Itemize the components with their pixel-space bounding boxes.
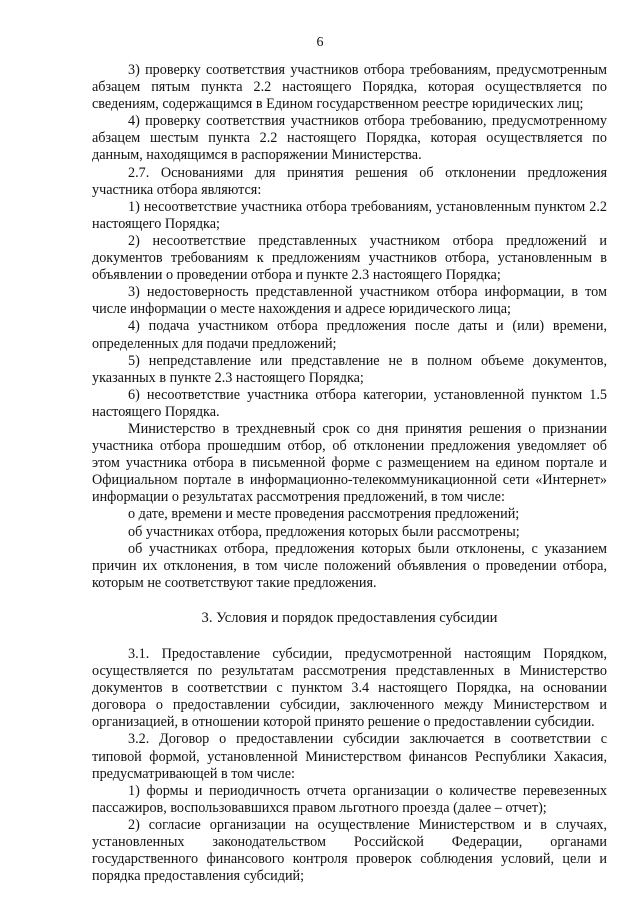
list-item: о дате, времени и месте проведения рассмотрения предложений; xyxy=(128,506,520,523)
paragraph: 2.7. Основаниями для принятия решения об отклонении предложения участника отбора являются: xyxy=(92,164,607,198)
list-item: 5) непредставление или представление не в полном объеме документов, указанных в пункте 2.3 настоящего Порядка; xyxy=(92,352,607,386)
paragraph: 3.1. Предоставление субсидии, предусмотренной настоящим Порядком, осуществляется по результатам рассмотрения представленных в Министерство документов в соответствии с пунктом 3.4 настоящего Порядка, на основании договора о предоставлении субсидии, заключенного между Министерством и организацией, в отношении которой принято решение о предоставлении субсидии. xyxy=(92,646,607,731)
list-item: об участниках отбора, предложения которых были рассмотрены; xyxy=(128,523,520,540)
paragraph: 3.2. Договор о предоставлении субсидии заключается в соответствии с типовой формой, установленной Министерством финансов Республики Хакасия, предусматривающей в том числе: xyxy=(92,731,607,782)
list-item: 6) несоответствие участника отбора категории, установленной пунктом 1.5 настоящего Порядка. xyxy=(92,386,607,420)
paragraph: Министерство в трехдневный срок со дня принятия решения о признании участника отбора прошедшим отбор, об отклонении предложения уведомляет об этом участника отбора в письменной форме с размещением на едином портале и Официальном портале в информационно-телекоммуникационной сети «Интернет» информации о результатах рассмотрения предложений, в том числе: xyxy=(92,420,607,506)
section-heading: 3. Условия и порядок предоставления субсидии xyxy=(201,609,498,626)
page-number: 6 xyxy=(316,35,324,50)
document-body xyxy=(92,62,607,885)
list-item: 1) несоответствие участника отбора требованиям, установленным пунктом 2.2 настоящего Порядка; xyxy=(92,198,607,232)
list-item: 2) несоответствие представленных участником отбора предложений и документов требованиям к предложениям участников отбора, установленным в объявлении о проведении отбора и пункте 2.3 настоящего Порядка; xyxy=(92,232,607,284)
paragraph: 4) проверку соответствия участников отбора требованию, предусмотренному абзацем шестым пункта 2.2 настоящего Порядка, которая осуществляется по данным, находящимся в распоряжении Министерства. xyxy=(92,113,607,164)
paragraph: 3) проверку соответствия участников отбора требованиям, предусмотренным абзацем пятым пункта 2.2 настоящего Порядка, которая осуществляется по сведениям, содержащимся в Едином государственном реестре юридических лиц; xyxy=(92,62,607,113)
list-item: 1) формы и периодичность отчета организации о количестве перевезенных пассажиров, воспользовавшихся правом льготного проезда (далее – отчет); xyxy=(92,782,607,816)
list-item: 2) согласие организации на осуществление Министерством и в случаях, установленных законодательством Российской Федерации, органами государственного финансового контроля проверок соблюдения условий, цели и порядка предоставления субсидий; xyxy=(92,816,607,885)
list-item: 3) недостоверность представленной участником отбора информации, в том числе информации о месте нахождения и адресе юридического лица; xyxy=(92,284,607,318)
list-item: об участниках отбора, предложения которых были отклонены, с указанием причин их отклонения, в том числе положений объявления о проведении отбора, которым не соответствуют такие предложения. xyxy=(92,540,607,591)
list-item: 4) подача участником отбора предложения после даты и (или) времени, определенных для подачи предложений; xyxy=(92,318,607,352)
